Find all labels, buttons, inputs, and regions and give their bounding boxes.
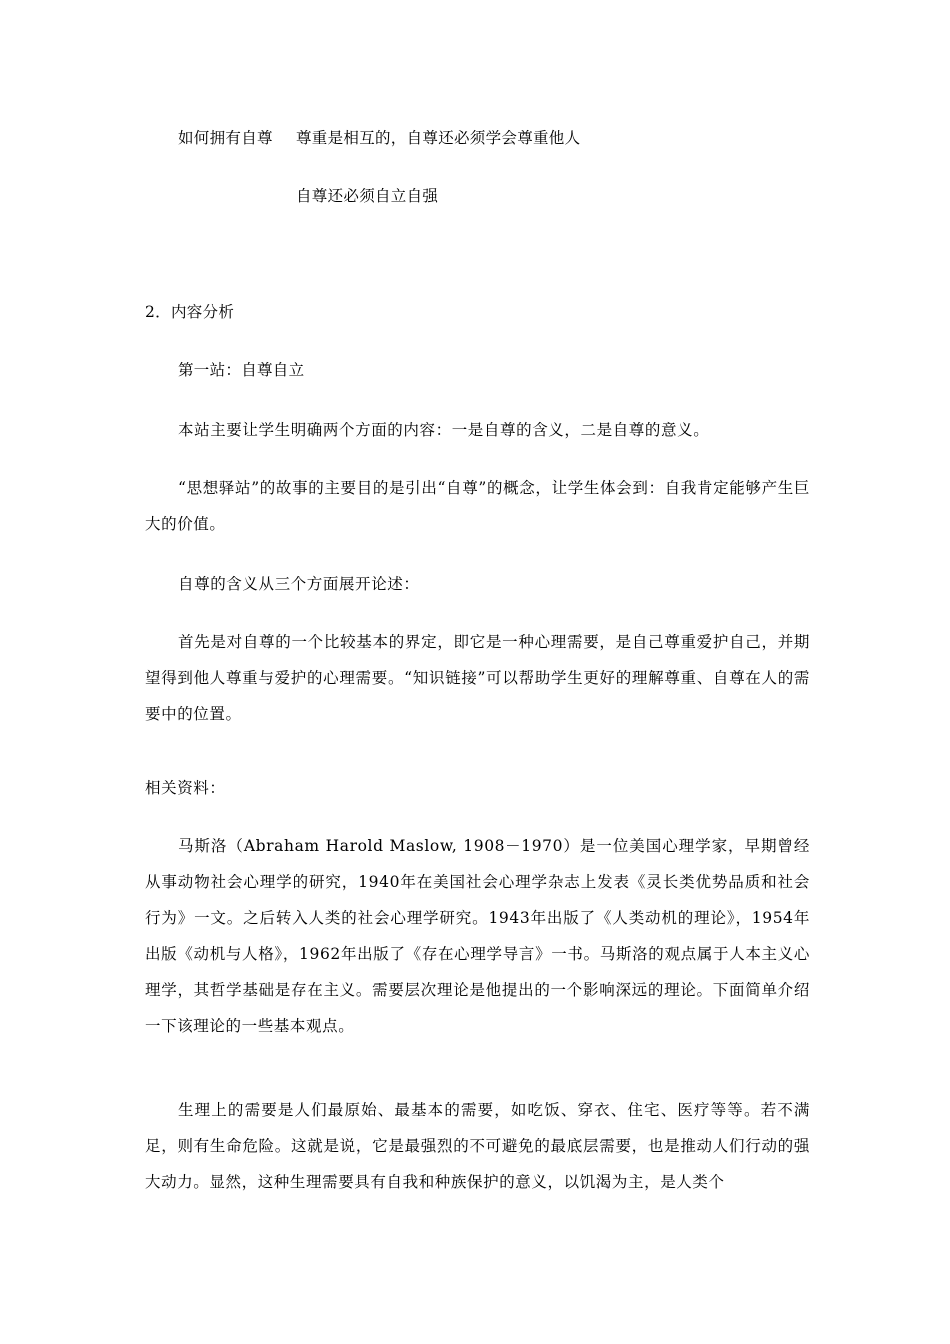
paragraph-maslow-bio: 马斯洛（Abraham Harold Maslow, 1908－1970）是一位美国心理学家，早期曾经从事动物社会心理学的研究，1940年在美国社会心理学杂志上发表《灵长类优势品质和社会行为》一文。之后转入人类的社会心理学研究。1943年出版了《人类动机的理论》，1954年出版《动机与人格》，1962年出版了《存在心理学导言》一书。马斯洛的观点属于人本主义心理学，其哲学基础是存在主义。需要层次理论是他提出的一个影响深远的理论。下面简单介绍一下该理论的一些基本观点。: [145, 837, 810, 1035]
paragraph-physiological-needs: 生理上的需要是人们最原始、最基本的需要，如吃饭、穿衣、住宅、医疗等等。若不满足，则有生命危险。这就是说，它是最强烈的不可避免的最底层需要，也是推动人们行动的强大动力。显然，这种生理需要具有自我和种族保护的意义，以饥渴为主，是人类个: [145, 1101, 810, 1191]
paragraph-definition: 首先是对自尊的一个比较基本的界定，即它是一种心理需要，是自己尊重爱护自己，并期望得到他人尊重与爱护的心理需要。“知识链接”可以帮助学生更好的理解尊重、自尊在人的需要中的位置。: [145, 633, 810, 723]
paragraph-overview: 本站主要让学生明确两个方面的内容：一是自尊的含义，二是自尊的意义。: [178, 421, 710, 439]
outline-point-self-reliance: 自尊还必须自立自强: [296, 187, 439, 205]
related-material-label: 相关资料：: [145, 779, 226, 797]
paragraph-meaning-intro: 自尊的含义从三个方面展开论述：: [178, 575, 420, 593]
outline-point-mutual-respect: 尊重是相互的，自尊还必须学会尊重他人: [296, 129, 581, 147]
section-heading: 2．内容分析: [145, 303, 235, 321]
station-title: 第一站：自尊自立: [178, 361, 305, 379]
outline-topic-label: 如何拥有自尊: [178, 129, 273, 147]
paragraph-story-purpose: “思想驿站”的故事的主要目的是引出“自尊”的概念，让学生体会到：自我肯定能够产生巨大的价值。: [145, 479, 810, 533]
